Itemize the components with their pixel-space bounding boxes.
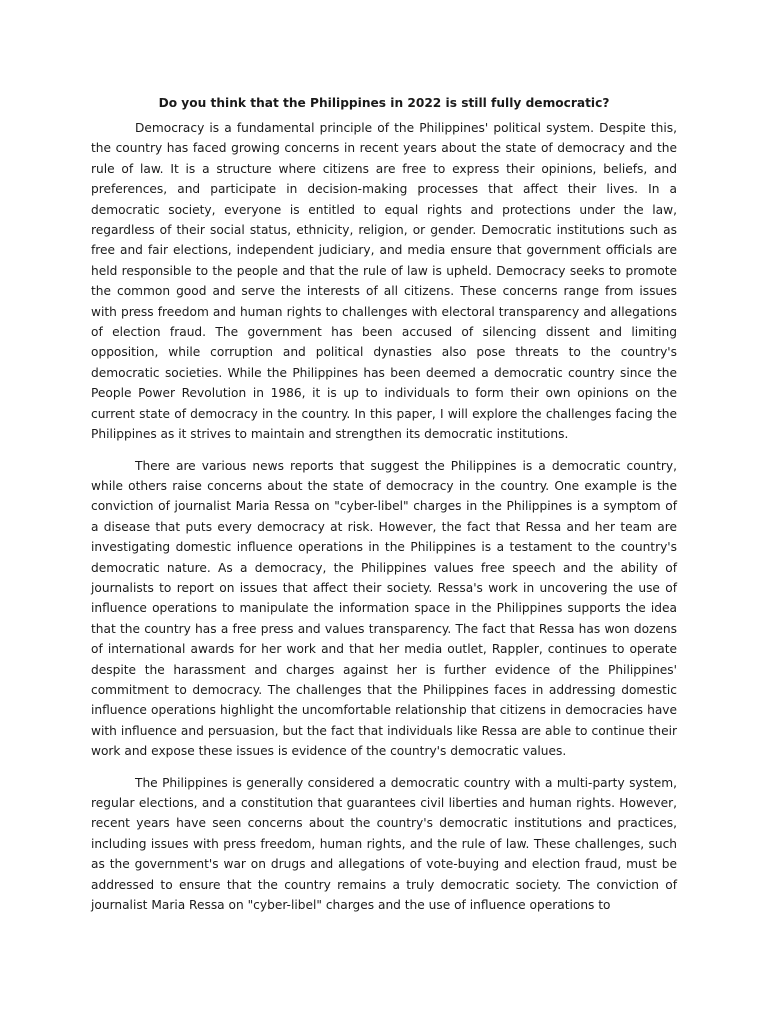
paragraph-3: The Philippines is generally considered a democratic country with a multi-party system, regular elections, and a constitution that guarantees civil liberties and human rights. However, recent years have seen concerns about the country's democratic institutions and practices, including issues with press freedom, human rights, and the rule of law. These challenges, such as the government's war on drugs and allegations of vote-buying and election fraud, must be addressed to ensure that the country remains a truly democratic society. The conviction of journalist Maria Ressa on "cyber-libel" charges and the use of influence operations to — [91, 775, 677, 913]
document-body — [91, 93, 677, 926]
document-title: Do you think that the Philippines in 2022 is still fully democratic? — [158, 96, 610, 110]
paragraph-1: Democracy is a fundamental principle of the Philippines' political system. Despite this, the country has faced growing concerns in recent years about the state of democracy and the rule of law. It is a structure where citizens are free to express their opinions, beliefs, and preferences, and participate in decision-making processes that affect their lives. In a democratic society, everyone is entitled to equal rights and protections under the law, regardless of their social status, ethnicity, religion, or gender. Democratic institutions such as free and fair elections, independent judiciary, and media ensure that government officials are held responsible to the people and that the rule of law is upheld. Democracy seeks to promote the common good and serve the interests of all citizens. These concerns range from issues with press freedom and human rights to challenges with electoral transparency and allegations of election fraud. The government has been accused of silencing dissent and limiting opposition, while corruption and political dynasties also pose threats to the country's democratic societies. While the Philippines has been deemed a democratic country since the People Power Revolution in 1986, it is up to individuals to form their own opinions on the current state of democracy in the country. In this paper, I will explore the challenges facing the Philippines as it strives to maintain and strengthen its democratic institutions. — [91, 121, 677, 442]
paragraph-2: There are various news reports that suggest the Philippines is a democratic country, while others raise concerns about the state of democracy in the country. One example is the conviction of journalist Maria Ressa on "cyber-libel" charges in the Philippines is a symptom of a disease that puts every democracy at risk. However, the fact that Ressa and her team are investigating domestic influence operations in the Philippines is a testament to the country's democratic nature. As a democracy, the Philippines values free speech and the ability of journalists to report on issues that affect their society. Ressa's work in uncovering the use of influence operations to manipulate the information space in the Philippines supports the idea that the country has a free press and values transparency. The fact that Ressa has won dozens of international awards for her work and that her media outlet, Rappler, continues to operate despite the harassment and charges against her is further evidence of the Philippines' commitment to democracy. The challenges that the Philippines faces in addressing domestic influence operations highlight the uncomfortable relationship that citizens in democracies have with influence and persuasion, but the fact that individuals like Ressa are able to continue their work and expose these issues is evidence of the country's democratic values. — [91, 458, 677, 759]
